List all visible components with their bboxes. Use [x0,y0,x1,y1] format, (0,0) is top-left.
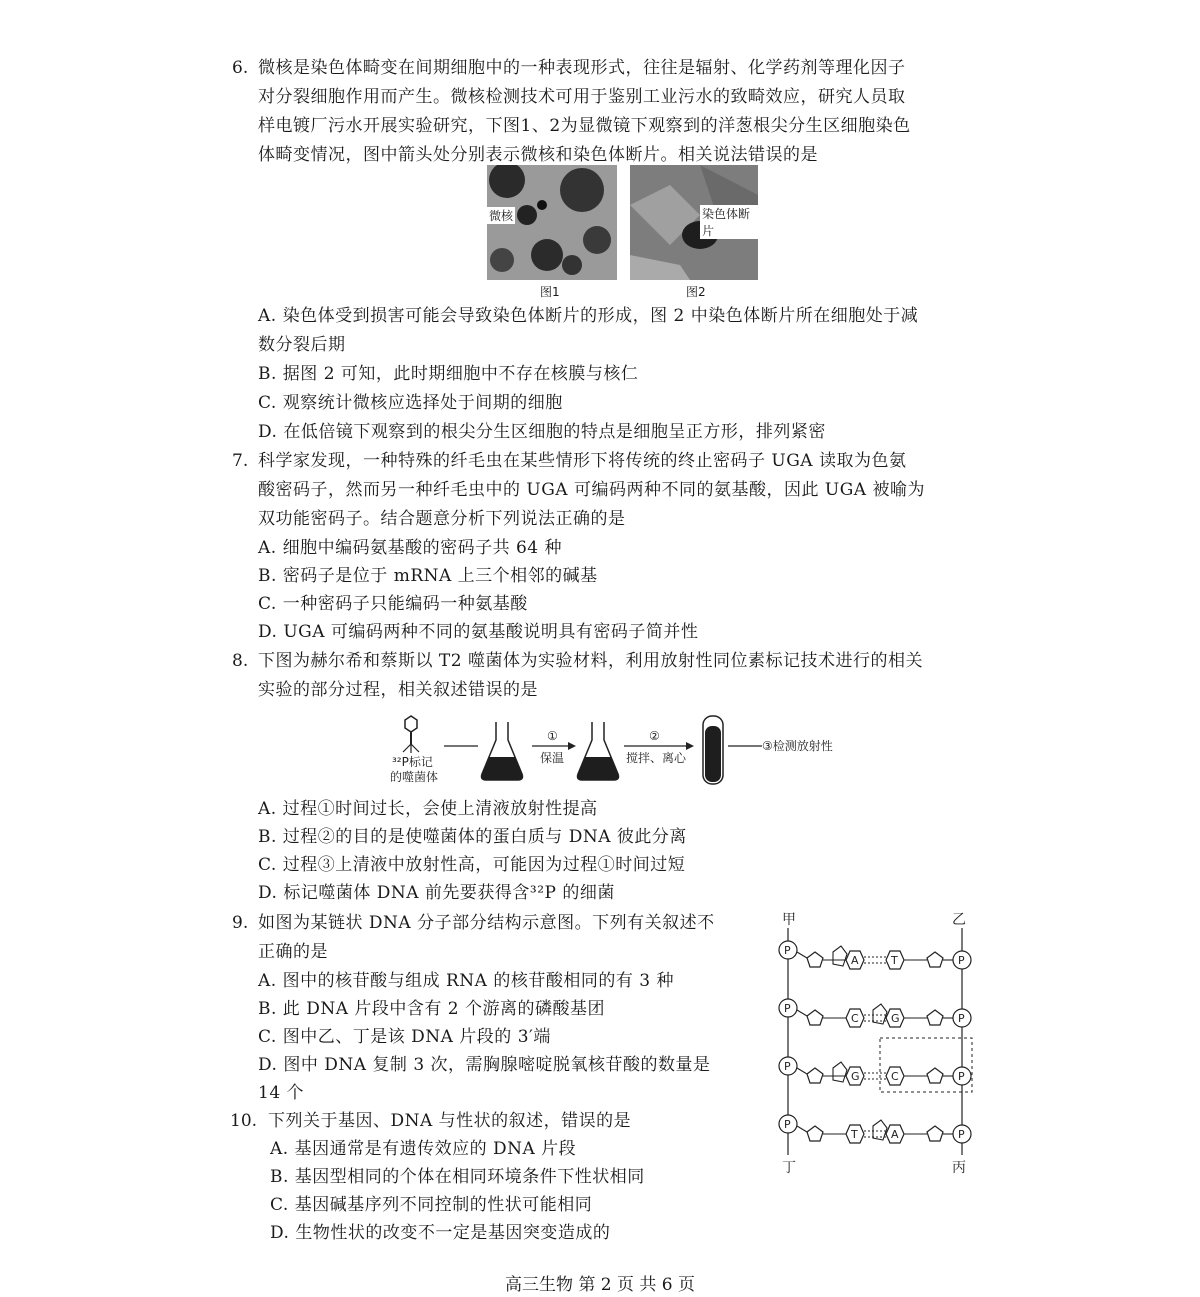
q10-option-a: A. 基因通常是有遗传效应的 DNA 片段 [270,1139,577,1159]
purine-ring-icon [833,946,847,966]
end-label-top-left: 甲 [782,912,796,928]
q10-number: 10. [230,1111,258,1131]
chromosome-fragment-label: 染色体断片 [700,205,758,239]
q7-option-a: A. 细胞中编码氨基酸的密码子共 64 种 [258,538,563,558]
deoxyribose-icon [927,1126,943,1141]
phosphodiester-bond [797,1010,807,1016]
q9-option-c: C. 图中乙、丁是该 DNA 片段的 3′端 [258,1027,551,1047]
q9-stem-line: 正确的是 [258,942,328,962]
phosphodiester-bond [797,1126,807,1132]
figure-2-micrograph [630,165,758,280]
phosphodiester-bond [797,952,807,958]
phage-label-2: 的噬菌体 [390,770,439,784]
deoxyribose-icon [807,952,823,967]
centrifuge-tube-icon [703,716,723,784]
q6-stem-line: 微核是染色体畸变在间期细胞中的一种表现形式，往往是辐射、化学药剂等理化因子 [258,58,906,78]
q8-option-c: C. 过程③上清液中放射性高，可能因为过程①时间过短 [258,855,686,875]
q8-option-b: B. 过程②的目的是使噬菌体的蛋白质与 DNA 彼此分离 [258,827,687,847]
end-label-bottom-left: 丁 [782,1160,796,1176]
q9-number: 9. [232,913,249,933]
q7-option-b: B. 密码子是位于 mRNA 上三个相邻的碱基 [258,566,598,586]
q6-option-c: C. 观察统计微核应选择处于间期的细胞 [258,393,563,413]
q9-option-d: D. 图中 DNA 复制 3 次，需胸腺嘧啶脱氧核苷酸的数量是 [258,1055,711,1075]
q6-option-a: A. 染色体受到损害可能会导致染色体断片的形成，图 2 中染色体断片所在细胞处于减 [258,306,919,326]
base-letter: G [891,1012,900,1025]
dna-structure-diagram [770,910,985,1180]
phosphate-label: P [958,1128,965,1141]
phosphate-label: P [958,1070,965,1083]
flask-1-icon [482,722,523,780]
phosphate-label: P [784,1118,791,1131]
page-footer: 高三生物 第 2 页 共 6 页 [504,1275,696,1295]
base-letter: G [851,1070,860,1083]
q6-stem-line: 样电镀厂污水开展实验研究，下图1、2为显微镜下观察到的洋葱根尖分生区细胞染色 [258,116,911,136]
phosphate-label: P [784,944,791,957]
deoxyribose-icon [927,952,943,967]
phosphate-label: P [784,1002,791,1015]
q8-stem-line: 下图为赫尔希和蔡斯以 T2 噬菌体为实验材料，利用放射性同位素标记技术进行的相关 [258,651,923,671]
q10-option-b: B. 基因型相同的个体在相同环境条件下性状相同 [270,1167,645,1187]
deoxyribose-icon [807,1126,823,1141]
deoxyribose-icon [927,1068,943,1083]
step-1-number: ① [547,729,558,743]
q7-number: 7. [232,451,249,471]
q6-option-a-cont: 数分裂后期 [258,335,346,355]
q8-stem-line: 实验的部分过程，相关叙述错误的是 [258,680,538,700]
deoxyribose-icon [807,1068,823,1083]
q7-option-c: C. 一种密码子只能编码一种氨基酸 [258,594,528,614]
phosphate-label: P [784,1060,791,1073]
flask-2-icon [578,722,619,780]
q8-number: 8. [232,651,249,671]
figure-2-caption: 图2 [686,285,706,299]
q10-option-c: C. 基因碱基序列不同控制的性状可能相同 [270,1195,593,1215]
hershey-chase-diagram [390,710,850,792]
q9-option-b: B. 此 DNA 片段中含有 2 个游离的磷酸基团 [258,999,606,1019]
step-2-number: ② [649,729,660,743]
base-letter: T [891,954,898,967]
q6-number: 6. [232,58,249,78]
q7-stem-line: 双功能密码子。结合题意分析下列说法正确的是 [258,509,626,529]
purine-ring-icon [833,1062,847,1082]
step-3-label: ③检测放射性 [762,739,833,753]
base-letter: A [851,954,859,967]
micronucleus-label: 微核 [489,209,514,223]
base-letter: A [891,1128,899,1141]
q6-stem-line: 对分裂细胞作用而产生。微核检测技术可用于鉴别工业污水的致畸效应，研究人员取 [258,87,906,107]
q9-option-d-cont: 14 个 [258,1083,305,1103]
end-label-bottom-right: 丙 [952,1160,966,1176]
step-1-label: 保温 [540,751,565,765]
q8-option-a: A. 过程①时间过长，会使上清液放射性提高 [258,799,598,819]
phage-label-1: ³²P标记 [392,755,433,769]
deoxyribose-icon [807,1010,823,1025]
q10-stem-line: 下列关于基因、DNA 与性状的叙述，错误的是 [268,1111,632,1131]
phosphate-label: P [958,954,965,967]
phosphate-label: P [958,1012,965,1025]
base-letter: C [851,1012,859,1025]
step-2-label: 搅拌、离心 [626,751,687,765]
end-label-top-right: 乙 [952,912,966,928]
q6-stem-line: 体畸变情况，图中箭头处分别表示微核和染色体断片。相关说法错误的是 [258,145,818,165]
phage-icon [403,716,419,753]
q10-option-d: D. 生物性状的改变不一定是基因突变造成的 [270,1223,611,1243]
figure-1-caption: 图1 [540,285,560,299]
figure-1-micrograph [487,165,617,280]
phosphodiester-bond [797,1068,807,1074]
q7-option-d: D. UGA 可编码两种不同的氨基酸说明具有密码子简并性 [258,622,699,642]
q8-option-d: D. 标记噬菌体 DNA 前先要获得含³²P 的细菌 [258,883,615,903]
q6-option-d: D. 在低倍镜下观察到的根尖分生区细胞的特点是细胞呈正方形，排列紧密 [258,422,826,442]
q7-stem-line: 酸密码子，然而另一种纤毛虫中的 UGA 可编码两种不同的氨基酸，因此 UGA 被喻为 [258,480,925,500]
q6-option-b: B. 据图 2 可知，此时期细胞中不存在核膜与核仁 [258,364,639,384]
q7-stem-line: 科学家发现，一种特殊的纤毛虫在某些情形下将传统的终止密码子 UGA 读取为色氨 [258,451,907,471]
q9-stem-line: 如图为某链状 DNA 分子部分结构示意图。下列有关叙述不 [258,913,715,933]
deoxyribose-icon [927,1010,943,1025]
base-letter: C [891,1070,899,1083]
base-letter: T [851,1128,858,1141]
q9-option-a: A. 图中的核苷酸与组成 RNA 的核苷酸相同的有 3 种 [258,971,674,991]
